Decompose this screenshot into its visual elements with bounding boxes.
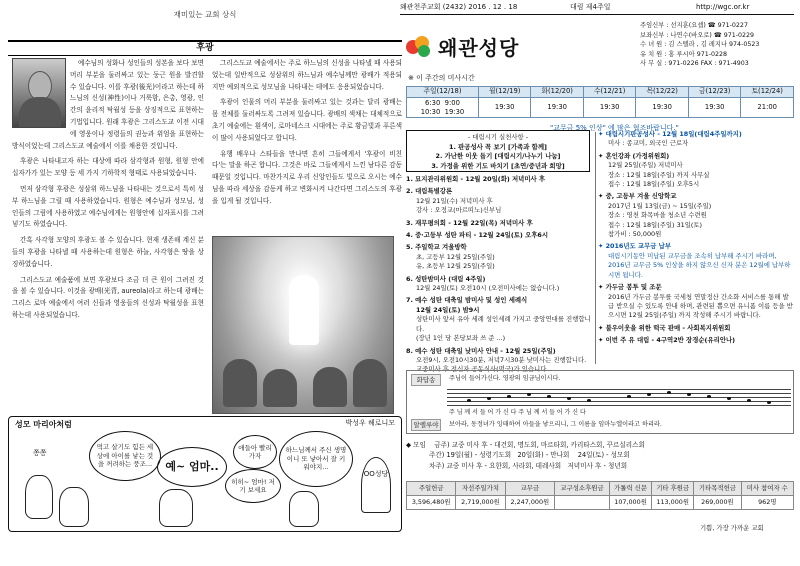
notice-item: ✦ 대림시기판공성사 - 12월 18일(대림4주일까지) 미사 : 종교미, 외국인 근로자 <box>598 130 742 148</box>
table-header: 월(12/19) <box>478 87 531 98</box>
parish-logo-icon <box>406 36 432 58</box>
mass-schedule-table <box>406 86 794 118</box>
contact-line: 보좌신부 : 나연수(바오로) ☎ 971-0229 <box>640 31 755 39</box>
speech-bubble: 먹고 살기도 힘든 세상에 아이를 낳는 것을 꺼려하는 풍조... <box>89 431 161 481</box>
paragraph: 먼저 삼각형 후광은 성삼위 하느님을 나타내는 것으로서 특히 성부 하느님을 그릴 때 사용하였습니다. 원형은 예수님과 성모님, 성인들의 그림에 사용하였고 예수님에게는 원형안에 십자표시를 그려 넣기도 하였습니다. <box>12 184 204 229</box>
notice-item: ✦ 이번 주 유 대림 - 4구역2반 장경순(유리안나) <box>598 336 736 345</box>
meeting-line: 주간) 19일(월) - 성령기도회 20일(화) - 만나회 24일(토) - 성모회 <box>406 451 630 460</box>
paragraph: 간혹 사각형 모양의 후광도 볼 수 있습니다. 현재 생존해 계신 분들의 후광을 나타낼 때 사용하는데 원형은 하늘, 사각형은 땅을 상징하였습니다. <box>12 236 204 268</box>
table-cell: 962명 <box>741 496 793 510</box>
table-header: 미사 참여자 수 <box>741 482 793 496</box>
church-sign: OO성당 <box>361 457 391 513</box>
table-header: 교구성소후원금 <box>555 482 610 496</box>
table-header: 수(12/21) <box>583 87 636 98</box>
column-divider <box>595 132 596 364</box>
footer-slogan: 기쁨, 가장 가까운 교회 <box>700 524 764 532</box>
jesus-portrait-image <box>12 58 66 128</box>
notice-item: 4. 중·고등부 성탄 파티 - 12월 24일(토) 오후6시 <box>406 231 549 240</box>
notice-item: 6. 성탄밤미사 (대림 4주일) 12월 24일(토) 오전10시 (오전미사에는 없습니다.) <box>406 274 560 293</box>
table-header: 토(12/24) <box>741 87 794 98</box>
table-cell: 3,596,480원 <box>407 496 456 510</box>
music-staff <box>447 389 791 407</box>
cartoon-panel <box>8 416 402 532</box>
practice-line: 2. 가난한 이웃 돕기 [대림시기/나누기 나눔] <box>435 152 561 161</box>
responsorial-text: 주님이 들어가신다. 영광의 임금님이시다. <box>449 375 561 382</box>
notice-item: ✦ 불우이웃을 위한 떡국 판매 - 사회복지위원회 <box>598 323 731 332</box>
contact-list <box>640 21 800 69</box>
paragraph: 유행 배우나 스타들을 만나면 흔히 그들에게서 '후광이 비친다'는 말을 하곤 합니다. 그것은 바로 그들에게서 느낀 남다른 감동 때문일 것입니다. 마찬가지로 우리 신앙인들도 빛으로 오시는 예수님을 따라 세상을 감동케 하고 변화시켜 나간다면 그리스도의 후광을 입게 될 것입니다. <box>212 149 402 205</box>
speech-bubble: 애들아 빨리 가자 <box>233 435 277 469</box>
liturgical-week: 대림 제4주일 <box>570 3 611 11</box>
table-cell: 19:30 <box>636 98 689 118</box>
website-url[interactable]: http://wgc.or.kr <box>696 3 750 11</box>
article-column-2 <box>212 58 402 238</box>
cartoon-figure <box>59 487 89 527</box>
right-page <box>400 0 800 566</box>
cartoon-title: 성모 마리아처럼 <box>15 420 72 429</box>
contact-line: 유 치 원 : 홍 루시아 971-0228 <box>640 50 728 58</box>
table-cell: 19:30 <box>688 98 741 118</box>
cartoon-figure <box>159 489 193 527</box>
table-header: 주일(12/18) <box>407 87 479 98</box>
bulletin-issue: 왜관천주교회 (2432) 2016 . 12 . 18 <box>400 3 518 11</box>
table-header: 가톨릭 신문 <box>610 482 652 496</box>
meetings-list <box>406 440 800 471</box>
table-cell: 19:30 <box>583 98 636 118</box>
table-cell: 21:00 <box>741 98 794 118</box>
table-row <box>407 482 794 496</box>
mass-schedule-label: ※ 이 주간의 미사시간 <box>408 74 475 82</box>
notice-item: ✦ 가두금 봉투 및 조문 2016년 가두금 봉투를 국세청 연말정산 간소화 서비스를 통해 발급 받으실 수 있도록 안내 하며, 관련된 뽑으면 유니폼 이름 등을 받으시면 12월 25일(주일) 까지 작성해 주시기 바랍니다. <box>598 283 793 320</box>
motto-text: "교무금 5% 인상" 에 많은 협조바랍니다." <box>550 124 679 132</box>
meeting-line: ◆ 모임 금주) 교중 미사 후 - 대건회, 명도회, 마르타회, 카리타스회, 꾸르실리스회 <box>406 441 645 449</box>
table-cell: 113,000원 <box>652 496 694 510</box>
notice-item: 8. 예수 성탄 대축일 낮미사 안내 - 12월 25일(주일) 오전9시, 오전10시30분, 저녁7시30분 낮미사는 진행합니다. 교중미사 후 전신자 공동식사(떡국)가 있습니다. <box>406 346 587 374</box>
parish-name: 왜관성당 <box>438 36 520 60</box>
staff-lyrics: 주 님 께 서 들 어 가 신 다 주 님 께 서 들 어 가 신 다 <box>449 409 586 416</box>
paragraph: 후광은 나타내고자 하는 대상에 따라 삼각형과 원형, 원형 안에 십자가가 있는 모양 등 세 가지 기하학적 형태로 사용되었습니다. <box>12 157 204 178</box>
paragraph: 그리스도교 예술에서는 주로 하느님의 신성을 나타낼 때 사용되었는데 일반적으로 성삼위의 하느님과 예수님께만 광배가 적용되지만 예외적으로 성모님을 나타내는 데에도 응용되었습니다. <box>212 59 402 91</box>
table-header: 화(12/20) <box>531 87 584 98</box>
table-header: 자선주일가치 <box>456 482 505 496</box>
table-row <box>407 496 794 510</box>
offering-stats-table <box>406 481 794 510</box>
table-header: 주일헌금 <box>407 482 456 496</box>
table-cell: 19:30 <box>478 98 531 118</box>
table-cell: 6:30 9:00 10:30 19:30 <box>407 98 479 118</box>
practice-title: - 대림시기 실천사항 - <box>467 133 529 141</box>
table-cell <box>555 496 610 510</box>
notice-item: 5. 주일학교 겨울방학 초, 고등부 12월 25일(주일) 유, 초등부 12월 25일(주일) <box>406 243 495 271</box>
paragraph: 그리스도교 예술품에 보면 후광보다 조금 더 큰 원이 그려진 것을 볼 수 있습니다. 이것을 광배(光背, aureola)라고 하는데 광배는 그리스 로마 예술에서 여러 신들과 영웅들의 신성과 탁월성을 표현하는데 사용되었습니다. <box>12 275 204 319</box>
notices-right-column <box>598 130 794 349</box>
table-header: 금(12/23) <box>688 87 741 98</box>
alleluia-text: 보아라, 동정녀가 잉태하여 아들을 낳으리니, 그 이름을 임마누엘이라고 하리라. <box>449 421 662 428</box>
table-cell: 269,000원 <box>694 496 741 510</box>
table-header: 교무금 <box>505 482 554 496</box>
table-header: 목(12/22) <box>636 87 689 98</box>
speech-bubble: 예~ 엄마.. <box>157 447 227 487</box>
table-row <box>407 98 794 118</box>
psalm-music-box <box>406 370 794 434</box>
practice-line: 3. 가정을 위한 기도 바치기 [초연/중년과 희망] <box>431 161 565 170</box>
table-header: 기타목적헌금 <box>694 482 741 496</box>
notice-item: 2. 대림특별강론 12월 21일(수) 저녁미사 후 강사 : 오정교(마르띠노)신부님 <box>406 187 502 215</box>
table-cell: 2,247,000원 <box>505 496 554 510</box>
article-title: 후광 <box>8 40 402 56</box>
cartoon-sound: 쫑쫑 <box>33 449 47 457</box>
advent-practice-box <box>406 130 590 172</box>
cartoon-figure <box>289 491 319 527</box>
table-row <box>407 87 794 98</box>
cartoon-author: 박성우 헤로니모 <box>345 419 395 427</box>
table-cell: 107,000원 <box>610 496 652 510</box>
series-label: 재미있는 교회 상식 <box>173 10 237 19</box>
table-cell: 2,719,000원 <box>456 496 505 510</box>
table-cell: 19:30 <box>531 98 584 118</box>
notice-item: 1. 묘지관리위원회 - 12월 20일(화) 저녁미사 후 <box>406 175 546 183</box>
practice-line: 1. 판공성사 꼭 보기 [가족과 함께] <box>449 142 547 151</box>
notices-left-column <box>406 175 594 378</box>
transfiguration-image <box>212 236 394 414</box>
cartoon-figure <box>25 475 53 519</box>
contact-line: 주임신부 : 선지훈(요셉) ☎ 971-0227 <box>640 22 748 29</box>
header-divider <box>400 14 794 15</box>
notice-item: ✦ 중, 고등부 겨울 신앙학교 2017년 1월 13일(금) ~ 15일(주일) 장소 : 영천 화목마을 청소년 수련원 접수 : 12월 18일(주일) 31일(토) 참가비 : 50,000원 <box>598 192 712 239</box>
speech-bubble: 하느님께서 주신 생명이니 또 낳아서 잘 키워야지... <box>279 431 353 487</box>
speech-bubble: 히히~ 엄마! 저기 보세요 <box>225 469 281 503</box>
paragraph: 후광이 인물의 머리 부분을 둘러싸고 있는 것과는 달리 광배는 몸 전체를 둘러싸도록 그려져 있습니다. 광배의 색채는 대체적으로 초기 예술에는 흰색이, 로마네스크 시대에는 주로 황금빛과 푸른색이 많이 사용되었다고 합니다. <box>212 98 402 142</box>
notice-item: 3. 재무평의회 - 12월 22일(목) 저녁미사 후 <box>406 218 533 227</box>
notice-item: ✦ 혼인강좌 (가정위원회) 12월 25일(주일) 저녁미사 장소 : 12월 18일(주일) 까지 사무실 접수 : 12월 18일(주일) 오후5시 <box>598 151 710 189</box>
notice-item: 7. 예수 성탄 대축일 밤미사 및 성인 세례식 12월 24일(토) 밤9시 성탄미사 앞서 유아 세례 성인세례 가지고 중앙연대를 진행합니다. (장년 1인 당 본당보좌 쓰 준 ...) <box>406 296 591 343</box>
responsorial-label: 화답송 <box>411 374 441 386</box>
table-header: 기타 후원금 <box>652 482 694 496</box>
contact-line: 사 무 실 : 971-0226 FAX : 971-4903 <box>640 60 749 68</box>
paragraph: 예수님의 성화나 성인들의 성본을 보다 보면 머리 부분을 둘러싸고 있는 둥근 원을 발견할 수 있습니다. 이를 후광(後光)이라고 하는데 하느님의 신성(神性)이나 거룩함, 은총, 영광, 인간의 윤리적 탁월성 등을 상징적으로 표현하는 기법입니다. 원래 후광은 그리스도교 이전 시대에 영웅이나 정령들의 권능과 위엄을 표현하는 방식이었는데 그리스도교 예술에서 이를 채용한 것입니다. <box>12 59 204 150</box>
notice-item: ✦ 2016년도 교무금 납부 대림시기동안 미납된 교무금을 조속히 납부해 주시기 바라며, 2016년 교무금 5% 인상을 하지 않으신 신자 분은 12월에 납부하시면 됩니다. <box>598 242 791 279</box>
contact-line: 수 녀 원 : 김 스텔라 , 김 레지나 974-0523 <box>640 41 760 49</box>
meeting-line: 차주) 교중 미사 후 - 요한회, 사라회, 데레사회 저녁미사 후 - 청년회 <box>406 461 628 470</box>
alleluia-label: 알렐루야 <box>411 419 441 431</box>
